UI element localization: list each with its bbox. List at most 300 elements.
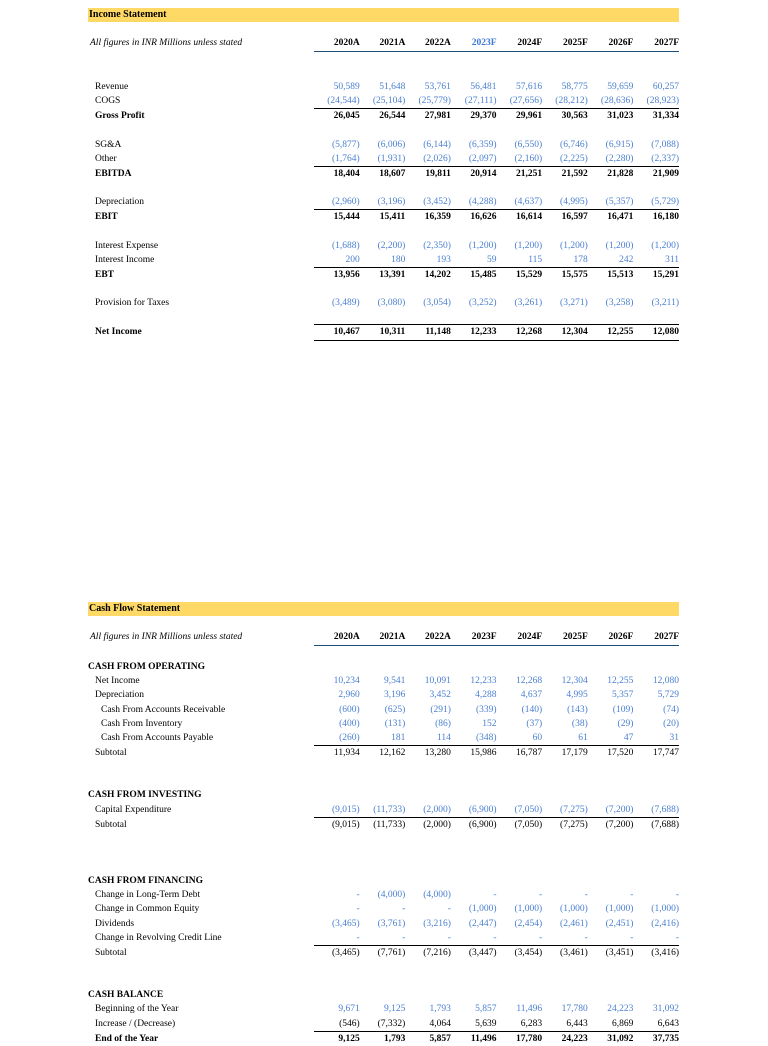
value-cell: 37,735 [633, 1031, 679, 1046]
table-row [88, 325, 679, 340]
value-cell: 5,857 [475, 1004, 497, 1015]
value-cell: (1,000) [514, 904, 543, 915]
section-heading [88, 988, 679, 1002]
value-cell: 200 [345, 254, 360, 265]
value-cell: 1,793 [360, 1031, 406, 1046]
value-cell: (1,688) [332, 240, 360, 251]
investing-heading: CASH FROM INVESTING [88, 790, 202, 801]
year-header: 2025F [542, 35, 588, 52]
section-heading [88, 788, 679, 802]
value-cell: 31 [669, 733, 679, 744]
value-cell: 13,956 [314, 268, 360, 283]
value-cell: (7,761) [360, 946, 406, 961]
value-cell: 16,787 [497, 746, 543, 761]
value-cell: (28,923) [646, 96, 679, 107]
value-cell: (74) [663, 704, 679, 715]
value-cell: (9,015) [314, 817, 360, 832]
row-label: Change in Common Equity [95, 904, 200, 915]
table-row [88, 94, 679, 109]
value-cell: (600) [339, 704, 360, 715]
value-cell: 29,961 [497, 109, 543, 124]
value-cell: (3,054) [423, 298, 451, 309]
value-cell: 5,729 [657, 690, 679, 701]
value-cell: (1,200) [468, 240, 497, 251]
value-cell: 20,914 [451, 167, 497, 182]
value-cell: 4,288 [475, 690, 497, 701]
value-cell: 15,485 [451, 268, 497, 283]
value-cell: 19,811 [405, 167, 451, 182]
value-cell: (1,200) [560, 240, 588, 251]
value-cell: (2,160) [514, 153, 543, 164]
value-cell: 17,780 [561, 1004, 588, 1015]
value-cell: (7,050) [497, 817, 543, 832]
row-label: Revenue [95, 82, 129, 92]
value-cell: 51,648 [379, 82, 406, 92]
value-cell: (7,050) [514, 804, 543, 815]
value-cell: (1,000) [651, 904, 679, 915]
value-cell: (11,733) [373, 804, 406, 815]
value-cell: 12,080 [633, 325, 679, 340]
year-header: 2022A [405, 629, 451, 646]
value-cell: (2,350) [423, 240, 451, 251]
value-cell: 115 [528, 254, 543, 265]
value-cell: 180 [391, 254, 406, 265]
value-cell: 6,283 [520, 1018, 543, 1029]
value-cell: 16,597 [542, 210, 588, 225]
value-cell: 12,304 [542, 325, 588, 340]
value-cell: 12,268 [516, 676, 543, 687]
value-cell: (3,196) [377, 197, 406, 208]
value-cell: 12,304 [561, 676, 588, 687]
value-cell: 12,233 [470, 676, 497, 687]
value-cell: 10,467 [314, 325, 360, 340]
value-cell: (3,252) [468, 298, 497, 309]
table-row [88, 1031, 679, 1046]
value-cell: (1,931) [377, 153, 406, 164]
value-cell: - [493, 890, 497, 901]
value-cell: 10,234 [333, 676, 360, 687]
value-cell: (1,000) [605, 904, 634, 915]
table-row [88, 152, 679, 167]
value-cell: (2,454) [514, 918, 543, 929]
value-cell: 21,828 [588, 167, 634, 182]
value-cell: (6,900) [451, 817, 497, 832]
value-cell: (260) [339, 733, 360, 744]
cash-flow-statement [88, 602, 679, 1046]
value-cell: (2,337) [651, 153, 679, 164]
value-cell: (9,015) [332, 804, 360, 815]
value-cell: 58,775 [561, 82, 588, 92]
value-cell: (140) [521, 704, 543, 715]
value-cell: 5,857 [405, 1031, 451, 1046]
value-cell: - [630, 890, 634, 901]
value-cell: 178 [573, 254, 588, 265]
value-cell: 21,909 [633, 167, 679, 182]
value-cell: 12,268 [497, 325, 543, 340]
value-cell: 18,404 [314, 167, 360, 182]
value-cell: (7,216) [405, 946, 451, 961]
value-cell: 4,995 [566, 690, 588, 701]
value-cell: 181 [391, 733, 406, 744]
value-cell: (25,779) [418, 96, 451, 107]
value-cell: - [356, 890, 360, 901]
value-cell: (20) [663, 718, 679, 729]
value-cell: 57,616 [516, 82, 543, 92]
value-cell: (29) [617, 718, 634, 729]
value-cell: 47 [623, 733, 634, 744]
row-label: Subtotal [95, 819, 127, 830]
row-label: Net Income [95, 327, 142, 338]
value-cell: 12,233 [451, 325, 497, 340]
cash-flow-table [88, 629, 679, 1046]
value-cell: (2,026) [423, 153, 451, 164]
value-cell: (3,080) [377, 298, 406, 309]
year-header: 2026F [588, 629, 634, 646]
value-cell: (2,200) [377, 240, 406, 251]
value-cell: 12,255 [588, 325, 634, 340]
table-row [88, 80, 679, 94]
value-cell: (2,960) [332, 197, 360, 208]
value-cell: 31,092 [588, 1031, 634, 1046]
table-row [88, 109, 679, 124]
value-cell: 29,370 [451, 109, 497, 124]
value-cell: 15,513 [588, 268, 634, 283]
row-label: Capital Expenditure [95, 804, 172, 815]
row-label: EBITDA [95, 168, 132, 179]
value-cell: (3,211) [651, 298, 679, 309]
value-cell: 26,045 [314, 109, 360, 124]
row-label: Depreciation [95, 197, 145, 208]
value-cell: 11,496 [516, 1004, 543, 1015]
value-cell: (3,216) [423, 918, 451, 929]
year-header: 2020A [314, 35, 360, 52]
value-cell: (5,877) [332, 139, 360, 150]
value-cell: (3,465) [332, 918, 360, 929]
value-cell: - [675, 890, 679, 901]
row-label: COGS [95, 96, 121, 107]
value-cell: (28,636) [600, 96, 634, 107]
value-cell: (7,332) [377, 1018, 406, 1029]
value-cell: (7,688) [633, 817, 679, 832]
value-cell: - [493, 932, 497, 943]
table-row [88, 746, 679, 761]
table-row [88, 1002, 679, 1016]
value-cell: (291) [430, 704, 451, 715]
value-cell: (3,447) [451, 946, 497, 961]
value-cell: 14,202 [405, 268, 451, 283]
financing-heading: CASH FROM FINANCING [88, 876, 204, 887]
value-cell: (109) [612, 704, 634, 715]
section-heading [88, 874, 679, 888]
table-row [88, 138, 679, 152]
value-cell: 6,643 [657, 1018, 679, 1029]
table-row [88, 931, 679, 946]
value-cell: 50,589 [333, 82, 360, 92]
value-cell: - [584, 932, 588, 943]
row-label: Beginning of the Year [95, 1004, 179, 1015]
value-cell: (1,000) [560, 904, 588, 915]
value-cell: (2,280) [605, 153, 634, 164]
value-cell: (27,111) [464, 96, 497, 107]
income-units-note: All figures in INR Millions unless stated [90, 38, 243, 49]
year-header: 2025F [542, 629, 588, 646]
value-cell: (7,088) [651, 139, 679, 150]
value-cell: (1,764) [332, 153, 360, 164]
value-cell: 11,148 [405, 325, 451, 340]
year-header: 2020A [314, 629, 360, 646]
value-cell: 3,452 [429, 690, 451, 701]
income-statement-title: Income Statement [88, 8, 679, 22]
value-cell: (1,000) [468, 904, 497, 915]
value-cell: 10,311 [360, 325, 406, 340]
value-cell: (1,200) [514, 240, 543, 251]
table-row [88, 946, 679, 961]
value-cell: (4,000) [423, 890, 451, 901]
year-header: 2023F [451, 629, 497, 646]
value-cell: (3,258) [605, 298, 634, 309]
year-header: 2021A [360, 629, 406, 646]
table-row [88, 817, 679, 832]
value-cell: 30,563 [542, 109, 588, 124]
operating-heading: CASH FROM OPERATING [88, 662, 205, 672]
table-row [88, 239, 679, 253]
value-cell: (37) [526, 718, 543, 729]
value-cell: 60 [532, 733, 543, 744]
value-cell: (3,454) [497, 946, 543, 961]
value-cell: 17,520 [588, 746, 634, 761]
value-cell: (28,212) [555, 96, 588, 107]
value-cell: 13,280 [405, 746, 451, 761]
year-header: 2022A [405, 35, 451, 52]
value-cell: 15,575 [542, 268, 588, 283]
value-cell: (4,000) [377, 890, 406, 901]
value-cell: 53,761 [424, 82, 451, 92]
table-row [88, 703, 679, 717]
value-cell: 15,986 [451, 746, 497, 761]
value-cell: (5,357) [605, 197, 634, 208]
row-label: Dividends [95, 918, 135, 929]
value-cell: (38) [571, 718, 588, 729]
value-cell: 5,639 [475, 1018, 497, 1029]
value-cell: - [538, 890, 543, 901]
year-header: 2027F [633, 629, 679, 646]
value-cell: (6,746) [560, 139, 588, 150]
row-label: End of the Year [95, 1033, 159, 1044]
value-cell: 16,626 [451, 210, 497, 225]
value-cell: (3,761) [377, 918, 406, 929]
value-cell: (3,261) [514, 298, 543, 309]
value-cell: 24,223 [607, 1004, 634, 1015]
row-label: Provision for Taxes [95, 298, 170, 309]
value-cell: (4,288) [468, 197, 497, 208]
value-cell: (7,275) [560, 804, 588, 815]
value-cell: - [584, 890, 588, 901]
value-cell: 16,359 [405, 210, 451, 225]
value-cell: (6,550) [514, 139, 543, 150]
value-cell: (2,000) [423, 804, 451, 815]
value-cell: 24,223 [542, 1031, 588, 1046]
value-cell: (2,416) [651, 918, 679, 929]
value-cell: 4,637 [520, 690, 543, 701]
row-label: Depreciation [95, 690, 145, 701]
row-label: Interest Income [95, 255, 155, 266]
value-cell: (6,006) [377, 139, 406, 150]
year-header: 2023F [451, 35, 497, 52]
section-heading [88, 660, 679, 674]
value-cell: 17,179 [542, 746, 588, 761]
value-cell: 152 [482, 718, 497, 729]
cash-flow-units-note: All figures in INR Millions unless stated [90, 632, 243, 643]
row-label: Net Income [95, 676, 140, 687]
value-cell: 1,793 [429, 1004, 451, 1015]
value-cell: - [630, 932, 634, 943]
value-cell: 15,291 [633, 268, 679, 283]
value-cell: (143) [567, 704, 588, 715]
value-cell: 16,471 [588, 210, 634, 225]
value-cell: 12,162 [360, 746, 406, 761]
value-cell: 60,257 [652, 82, 679, 92]
value-cell: (2,461) [560, 918, 588, 929]
value-cell: 4,064 [429, 1018, 451, 1029]
value-cell: 31,334 [633, 109, 679, 124]
value-cell: (546) [339, 1018, 360, 1029]
value-cell: 13,391 [360, 268, 406, 283]
value-cell: 3,196 [383, 690, 406, 701]
income-table [88, 35, 679, 341]
year-header: 2026F [588, 35, 634, 52]
value-cell: (625) [384, 704, 406, 715]
table-row [88, 210, 679, 225]
value-cell: - [675, 932, 679, 943]
row-label: Increase / (Decrease) [95, 1018, 176, 1029]
value-cell: (400) [339, 718, 360, 729]
table-row [88, 268, 679, 283]
value-cell: (2,000) [405, 817, 451, 832]
income-statement [88, 8, 679, 341]
value-cell: 193 [436, 254, 451, 265]
value-cell: (25,104) [372, 96, 406, 107]
value-cell: (7,200) [588, 817, 634, 832]
value-cell: 9,125 [314, 1031, 360, 1046]
value-cell: (7,688) [651, 804, 679, 815]
value-cell: (4,995) [560, 197, 588, 208]
value-cell: 56,481 [470, 82, 497, 92]
value-cell: 61 [578, 733, 588, 744]
value-cell: 59 [487, 254, 497, 265]
table-row [88, 296, 679, 310]
row-label: Cash From Accounts Receivable [101, 704, 226, 715]
table-row [88, 917, 679, 931]
value-cell: (3,461) [542, 946, 588, 961]
value-cell: 6,869 [611, 1018, 634, 1029]
row-label: Interest Expense [95, 240, 159, 251]
table-row [88, 803, 679, 818]
value-cell: (3,489) [332, 298, 360, 309]
value-cell: - [402, 904, 406, 915]
value-cell: (24,544) [327, 96, 360, 107]
value-cell: 21,251 [497, 167, 543, 182]
value-cell: (3,452) [423, 197, 451, 208]
year-header: 2027F [633, 35, 679, 52]
value-cell: (11,733) [360, 817, 406, 832]
table-row [88, 253, 679, 268]
row-label: Subtotal [95, 747, 127, 758]
value-cell: - [402, 932, 406, 943]
row-label: Gross Profit [95, 111, 145, 122]
value-cell: - [356, 932, 360, 943]
value-cell: (1,200) [651, 240, 679, 251]
table-row [88, 902, 679, 916]
table-row [88, 167, 679, 182]
value-cell: 10,091 [424, 676, 451, 687]
value-cell: 31,092 [652, 1004, 679, 1015]
value-cell: 6,443 [566, 1018, 588, 1029]
year-header: 2024F [497, 35, 543, 52]
value-cell: 15,411 [360, 210, 406, 225]
value-cell: 12,255 [607, 676, 634, 687]
table-row [88, 195, 679, 210]
table-row [88, 731, 679, 746]
value-cell: - [356, 904, 360, 915]
value-cell: 12,080 [652, 676, 679, 687]
cash-flow-header-row [88, 629, 679, 646]
value-cell: 9,541 [383, 676, 406, 687]
year-header: 2021A [360, 35, 406, 52]
value-cell: 114 [437, 733, 451, 744]
value-cell: (131) [384, 718, 406, 729]
row-label: Cash From Accounts Payable [101, 733, 214, 744]
row-label: Change in Long-Term Debt [95, 890, 201, 901]
value-cell: 31,023 [588, 109, 634, 124]
value-cell: (2,447) [468, 918, 497, 929]
table-row [88, 888, 679, 902]
value-cell: 11,496 [451, 1031, 497, 1046]
value-cell: 9,671 [338, 1004, 360, 1015]
value-cell: (6,359) [468, 139, 497, 150]
value-cell: 18,607 [360, 167, 406, 182]
row-label: Other [95, 154, 117, 165]
value-cell: 11,934 [314, 746, 360, 761]
value-cell: (4,637) [514, 197, 543, 208]
value-cell: (1,200) [605, 240, 634, 251]
value-cell: 9,125 [383, 1004, 406, 1015]
value-cell: (3,465) [314, 946, 360, 961]
value-cell: 2,960 [338, 690, 360, 701]
value-cell: 15,444 [314, 210, 360, 225]
value-cell: 16,614 [497, 210, 543, 225]
value-cell: 17,747 [633, 746, 679, 761]
row-label: Cash From Inventory [101, 718, 183, 729]
value-cell: 17,780 [497, 1031, 543, 1046]
value-cell: (6,900) [468, 804, 497, 815]
value-cell: (2,451) [605, 918, 634, 929]
value-cell: (348) [475, 733, 497, 744]
value-cell: (86) [435, 718, 451, 729]
income-header-row [88, 35, 679, 52]
value-cell: (27,656) [509, 96, 543, 107]
value-cell: (7,200) [605, 804, 634, 815]
value-cell: 59,659 [607, 82, 634, 92]
value-cell: 311 [665, 254, 679, 265]
table-row [88, 674, 679, 688]
row-label: Subtotal [95, 947, 127, 958]
row-label: EBT [95, 269, 115, 280]
value-cell: - [447, 932, 451, 943]
value-cell: (3,451) [588, 946, 634, 961]
table-row [88, 688, 679, 702]
value-cell: (7,275) [542, 817, 588, 832]
value-cell: 16,180 [633, 210, 679, 225]
